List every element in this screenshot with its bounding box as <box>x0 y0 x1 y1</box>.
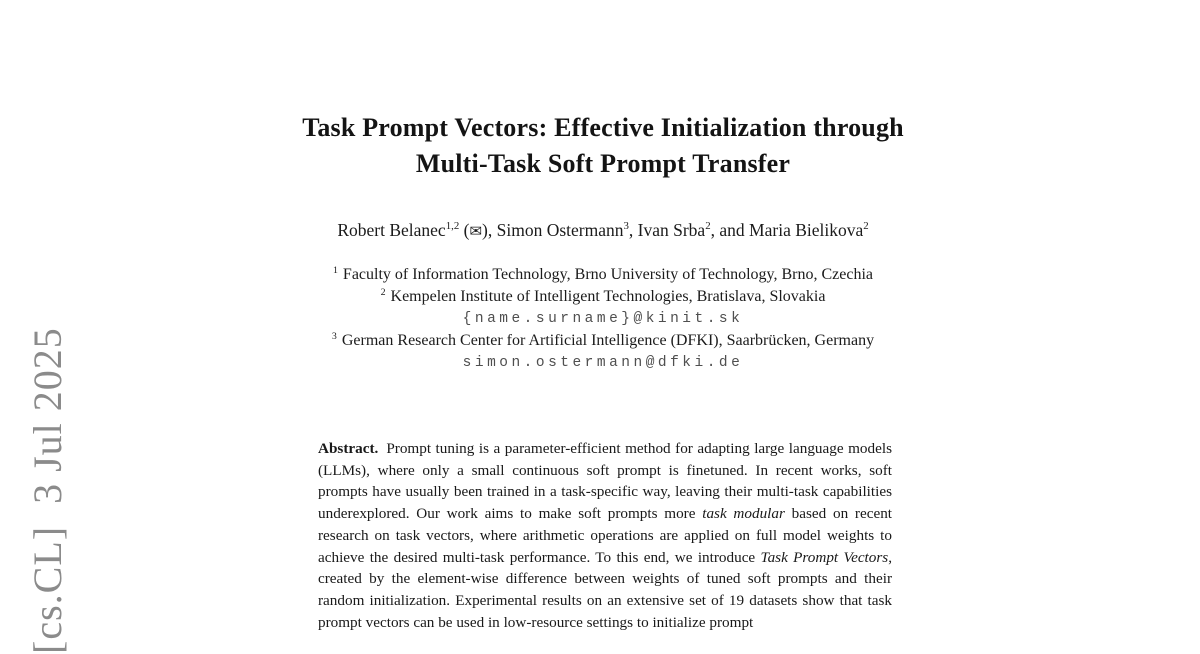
author-separator-and: , and <box>710 220 750 240</box>
affiliation-text-2: Kempelen Institute of Intelligent Technologies, Bratislava, Slovakia <box>390 288 826 305</box>
affiliation-marker-3: 3 <box>331 330 337 342</box>
email-text-kinit: {name.surname}@kinit.sk <box>462 311 744 327</box>
author-separator: , <box>628 220 638 240</box>
envelope-icon: ✉ <box>469 222 483 240</box>
author-name-1: Robert Belanec <box>337 220 446 240</box>
affiliation-line-2 <box>3 286 1200 308</box>
abstract-text-1: Prompt tuning is a parameter-efficient method for adapting large language models (LLMs), where only a small continuous soft prompt is finetuned. In recent works, soft prompts have usually been trained in a task-specific way, leaving their multi-task capabilities underexplored. Our work aims to make soft prompts more <box>318 440 892 523</box>
author-affil-marker-1: 1,2 <box>445 220 460 233</box>
authors-line <box>3 220 1200 241</box>
paper-title <box>3 110 1200 182</box>
abstract-italic-task-modular: task modular <box>702 505 785 523</box>
affiliations-block <box>3 264 1200 374</box>
abstract-italic-task-prompt-vectors: Task Prompt Vectors <box>760 548 889 566</box>
affiliation-text-3: German Research Center for Artificial Intelligence (DFKI), Saarbrücken, Germany <box>341 332 875 349</box>
title-line-1: Task Prompt Vectors: Effective Initialization through <box>302 113 904 142</box>
affiliation-text-1: Faculty of Information Technology, Brno University of Technology, Brno, Czechia <box>342 266 874 283</box>
abstract-label: Abstract. <box>318 440 379 457</box>
affiliation-marker-1: 1 <box>332 264 338 276</box>
paper-header <box>3 0 1200 374</box>
author-name-3: Ivan Srba <box>637 220 706 240</box>
arxiv-stamp: [cs.CL] 3 Jul 2025 <box>25 327 70 654</box>
abstract-text-3: , created by the element-wise difference between weights of tuned soft prompts and their random initialization. Experimental results on an extensive set of 19 datasets show that task prompt vectors can be used in low-resource settings to initialize prompt <box>318 548 892 631</box>
email-line-dfki <box>3 352 1200 374</box>
contact-paren-open: ( <box>459 220 470 240</box>
author-affil-marker-4: 2 <box>863 220 869 233</box>
author-name-4: Maria Bielikova <box>749 220 864 240</box>
title-line-2: Multi-Task Soft Prompt Transfer <box>415 149 791 178</box>
author-affil-marker-3: 2 <box>705 220 711 233</box>
email-text-dfki: simon.ostermann@dfki.de <box>462 355 744 371</box>
affiliation-line-3 <box>3 330 1200 352</box>
affiliation-marker-2: 2 <box>380 286 386 298</box>
abstract-paragraph <box>318 438 892 633</box>
author-name-2: Simon Ostermann <box>496 220 624 240</box>
email-line-kinit <box>3 308 1200 330</box>
affiliation-line-1 <box>3 264 1200 286</box>
abstract-text-2: based on recent research on task vectors, where arithmetic operations are applied on full model weights to achieve the desired multi-task performance. To this end, we introduce <box>318 505 893 566</box>
author-affil-marker-2: 3 <box>623 220 629 233</box>
contact-paren-close: ), <box>482 220 497 240</box>
